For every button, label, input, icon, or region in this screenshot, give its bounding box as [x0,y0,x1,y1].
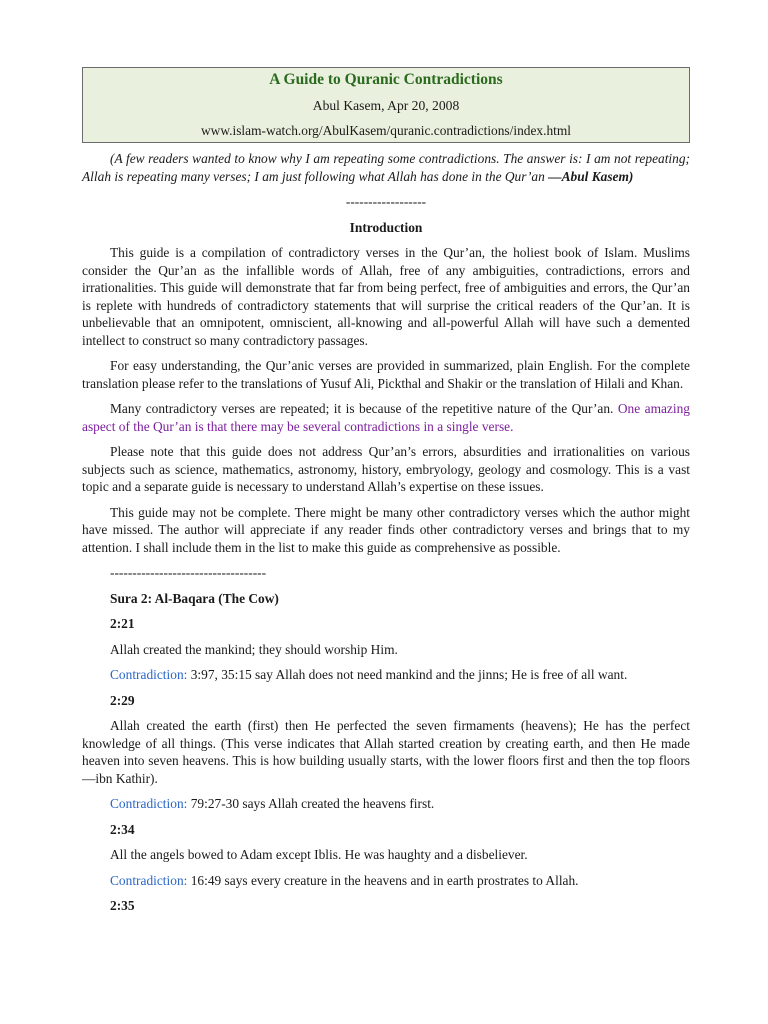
verse-text-2-29: Allah created the earth (first) then He perfected the seven firmaments (heavens); He has the perfect knowledge of all things. (This verse indicates that Allah started creation by creating earth, and then He made heaven into seven heavens. This is how building usually starts, with the lower floors first and then the top floors—ibn Kathir). [82,718,690,786]
verse-ref-2-29: 2:29 [110,692,135,708]
separator-long: ----------------------------------- [110,565,267,580]
contradiction-label: Contradiction: [110,796,188,811]
author-note-text: (A few readers wanted to know why I am repeating some contradictions. The answer is: I am not repeating; Allah is repeating many verses; I am just following what Allah has done in the Qur’an [82,151,690,184]
contradiction-2-34 [82,872,690,890]
contradiction-text: 16:49 says every creature in the heavens and in earth prostrates to Allah. [187,872,579,888]
contradiction-2-29 [82,795,690,813]
contradiction-text: 79:27-30 says Allah created the heavens first. [187,796,435,811]
intro-heading: Introduction [349,219,423,235]
contradiction-text: 3:97, 35:15 say Allah does not need mankind and the jinns; He is free of all want. [187,667,628,682]
contradiction-label: Contradiction: [110,667,188,682]
author-note [82,150,690,185]
intro-paragraph-5: This guide may not be complete. There might be many other contradictory verses which the author might have missed. The author will appreciate if any reader finds other contradictory verses and brings that to my attention. I shall include them in the list to make this guide as comprehensive as possible. [82,504,690,555]
author-note-signature: —Abul Kasem) [548,168,634,184]
verse-ref-2-35: 2:35 [110,898,135,913]
intro-paragraph-3-text: Many contradictory verses are repeated; it is because of the repetitive nature of the Qur’an. [110,401,614,416]
author-date: Abul Kasem, Apr 20, 2008 [312,98,460,113]
intro-paragraph-3 [82,400,690,435]
document-body [82,150,690,923]
verse-ref-2-34: 2:34 [110,821,135,837]
verse-text-2-34: All the angels bowed to Adam except Iblis. He was haughty and a disbeliever. [110,847,528,862]
separator-short: ------------------ [345,194,427,209]
intro-paragraph-4: Please note that this guide does not address Qur’an’s errors, absurdities and irrationalities on various subjects such as science, mathematics, astronomy, history, embryology, geology and cosmology. This is a vast topic and a separate guide is necessary to understand Allah’s expertise on these issues. [82,444,690,494]
intro-paragraph-2: For easy understanding, the Qur’anic verses are provided in summarized, plain English. For the complete translation please refer to the translations of Yusuf Ali, Pickthal and Shakir or the translation of Hilali and Khan. [82,358,690,391]
verse-text-2-21: Allah created the mankind; they should worship Him. [110,641,398,657]
document-title: A Guide to Quranic Contradictions [269,71,503,88]
contradiction-2-21 [82,666,690,684]
title-box [82,67,690,143]
intro-paragraph-1: This guide is a compilation of contradictory verses in the Qur’an, the holiest book of Islam. Muslims consider the Qur’an as the infallible words of Allah, free of any ambiguities, contradictions, errors and irrationalities. This guide will demonstrate that far from being perfect, free of ambiguities and errors, the Qur’an is replete with hundreds of contradictory statements that will surprise the critical readers of the Qur’an. It is unbelievable that an omnipotent, omniscient, all-knowing and all-powerful Allah will have such a demented intellect to construct so many contradictory passages. [82,245,690,348]
source-url: www.islam-watch.org/AbulKasem/quranic.contradictions/index.html [200,123,572,138]
highlighted-sentence: One amazing aspect of the Qur’an is that there may be several contradictions in a single verse. [82,401,690,434]
verse-ref-2-21: 2:21 [110,616,135,631]
sura-heading: Sura 2: Al-Baqara (The Cow) [110,590,279,606]
contradiction-label: Contradiction: [110,872,188,888]
